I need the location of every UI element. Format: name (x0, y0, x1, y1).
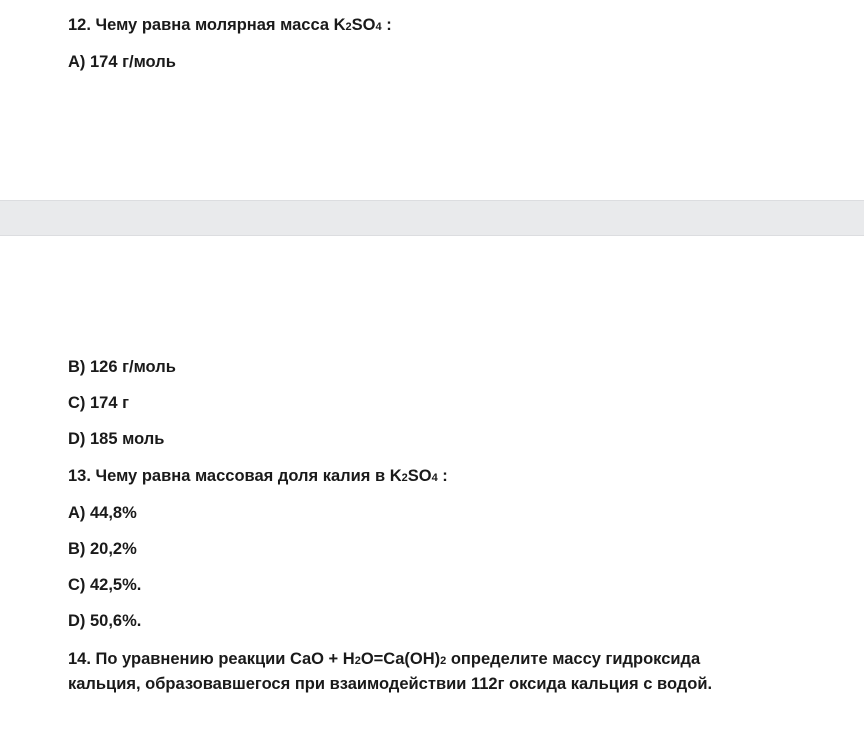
question-12-option-b: B) 126 г/моль (68, 358, 176, 376)
question-12-option-a: A) 174 г/моль (68, 53, 176, 71)
question-14: 14. По уравнению реакции CaO + H2O=Ca(OH)2 определите массу гидроксида кальция, образовавшегося при взаимодействии 112г оксида кальция с водой. (68, 650, 713, 693)
question-12: 12. Чему равна молярная масса K2SO4 : (68, 16, 392, 34)
question-13: 13. Чему равна массовая доля калия в K2SO4 : (68, 467, 448, 485)
question-12-option-c: C) 174 г (68, 394, 129, 412)
question-13-option-c: C) 42,5%. (68, 576, 142, 594)
document-page-1 (0, 0, 864, 200)
question-13-option-a: A) 44,8% (68, 504, 137, 522)
page-separator (0, 200, 864, 236)
question-12-option-d: D) 185 моль (68, 430, 165, 448)
question-13-option-d: D) 50,6%. (68, 612, 142, 630)
question-13-option-b: B) 20,2% (68, 540, 137, 558)
